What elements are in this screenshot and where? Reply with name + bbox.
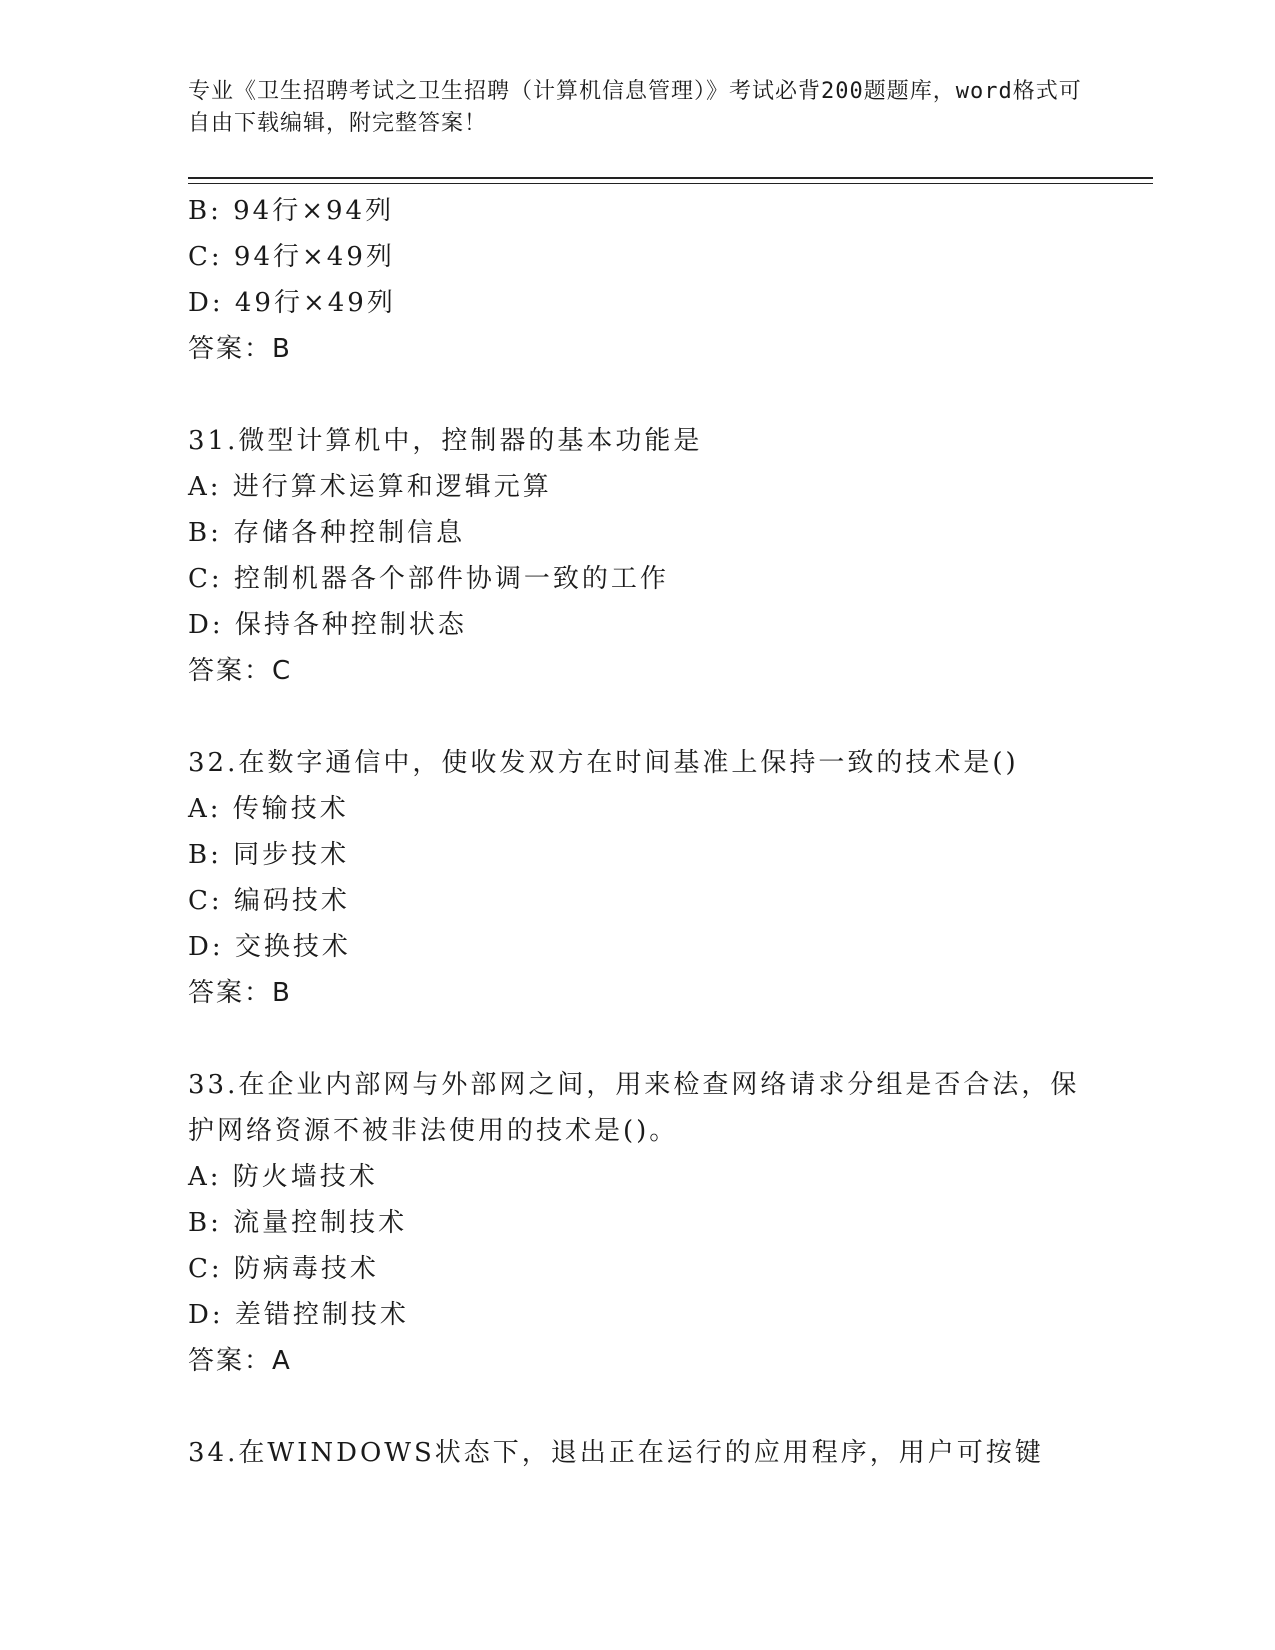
option-b: B: 94行×94列 — [188, 196, 395, 226]
question-stem: 31.微型计算机中，控制器的基本功能是 — [188, 426, 703, 456]
option-b: B: 流量控制技术 — [188, 1208, 408, 1238]
header-rule-thin — [188, 183, 1153, 184]
question-content — [188, 188, 1088, 1476]
answer-line: 答案：B — [188, 978, 292, 1008]
option-d: D: 差错控制技术 — [188, 1300, 409, 1330]
option-c: C: 编码技术 — [188, 886, 350, 916]
option-b: B: 同步技术 — [188, 840, 350, 870]
option-d: D: 保持各种控制状态 — [188, 610, 467, 640]
question-32 — [188, 740, 1088, 1016]
option-a: A: 传输技术 — [188, 794, 349, 824]
answer-line: 答案：B — [188, 334, 292, 364]
option-a: A: 防火墙技术 — [188, 1162, 378, 1192]
question-stem: 34.在WINDOWS状态下，退出正在运行的应用程序，用户可按键 — [188, 1438, 1044, 1468]
option-d: D: 49行×49列 — [188, 288, 396, 318]
option-c: C: 控制机器各个部件协调一致的工作 — [188, 564, 669, 594]
option-c: C: 防病毒技术 — [188, 1254, 379, 1284]
option-b: B: 存储各种控制信息 — [188, 518, 466, 548]
option-d: D: 交换技术 — [188, 932, 351, 962]
question-34 — [188, 1430, 1088, 1476]
option-c: C: 94行×49列 — [188, 242, 395, 272]
carryover-question — [188, 188, 1088, 372]
answer-line: 答案：A — [188, 1346, 292, 1376]
question-stem: 32.在数字通信中，使收发双方在时间基准上保持一致的技术是() — [188, 748, 1019, 778]
document-intro: 专业《卫生招聘考试之卫生招聘（计算机信息管理）》考试必背200题题库，word格式可自由下载编辑，附完整答案！ — [188, 79, 1082, 136]
answer-line: 答案：C — [188, 656, 293, 686]
question-33 — [188, 1062, 1088, 1384]
question-stem: 33.在企业内部网与外部网之间，用来检查网络请求分组是否合法，保护网络资源不被非法使用的技术是()。 — [188, 1070, 1080, 1146]
question-31 — [188, 418, 1088, 694]
option-a: A: 进行算术运算和逻辑元算 — [188, 472, 552, 502]
header-rule-thick — [188, 177, 1153, 179]
